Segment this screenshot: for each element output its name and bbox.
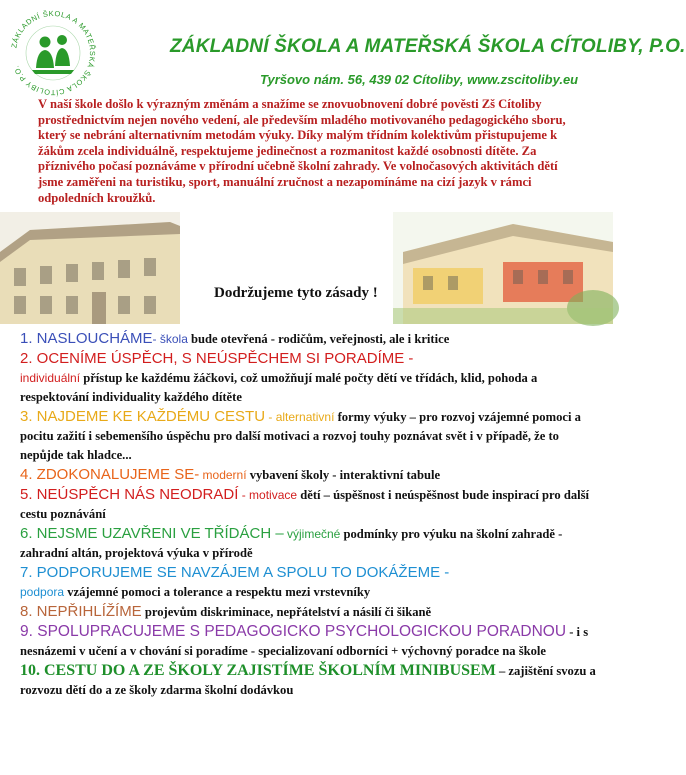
principle-keyword: moderní: [199, 468, 247, 482]
principle-text: - i s nesnázemi v učení a v chování si poradíme - specializovaní odborníci + výchovný poradce na škole: [20, 625, 589, 658]
principle-text: podmínky pro výuku na školní zahradě - zahradní altán, projektová výuka v přírodě: [20, 527, 563, 560]
principle-keyword: - škola: [152, 332, 188, 346]
svg-text:ZÁKLADNÍ ŠKOLA A MATEŘSKÁ ŠKOL: ZÁKLADNÍ ŠKOLA A MATEŘSKÁ ŠKOLA CÍTOLIBY P.O.: [9, 8, 98, 98]
principle-text: – zajištění svozu a rozvozu dětí do a ze školy zdarma školní dodávkou: [20, 664, 596, 697]
principle-heading: 7. PODPORUJEME SE NAVZÁJEM A SPOLU TO DOKÁŽEME -: [20, 564, 450, 581]
principle-item: [20, 349, 605, 407]
principle-item: [20, 622, 605, 661]
principle-text: dětí – úspěšnost i neúspěšnost bude inspirací pro další cestu poznávání: [20, 488, 590, 521]
school-building-photo: [0, 212, 180, 324]
principle-heading: 6. NEJSME UZAVŘENI VE TŘÍDÁCH –: [20, 525, 284, 542]
principle-item: [20, 329, 605, 349]
principle-heading: 8. NEPŘIHLÍŽÍME: [20, 603, 142, 620]
principle-text: přístup ke každému žáčkovi, což umožňují malé počty dětí ve třídách, klid, pohoda a respektování individuality každého dítěte: [20, 371, 538, 404]
principle-heading: 9. SPOLUPRACUJEME S PEDAGOGICKO PSYCHOLOGICKOU PORADNOU: [20, 623, 567, 640]
principle-item: [20, 563, 605, 602]
principles-list: [20, 329, 605, 700]
principle-item: [20, 524, 605, 563]
principle-heading: 10. CESTU DO A ZE ŠKOLY ZAJISTÍME ŠKOLNÍM MINIBUSEM: [20, 662, 496, 679]
intro-paragraph: V naší škole došlo k výrazným změnám a snažíme se znovuobnovení dobré pověsti Zš Cítoliby prostřednictvím nejen nového vedení, ale především mladého motivovaného pedagogického sboru, který se nebrání alternativním metodám výuky. Díky malým třídním kolektivům přistupujeme k žákům zcela individuálně, respektujeme jedinečnost a rozmanitost každé osobnosti dítěte. Za příznivého počasí poznáváme v přírodní učebně školní zahrady. Ve volnočasových aktivitách dětí jsme zaměřeni na turistiku, sport, manuální zručnost a nezapomínáme na cizí jazyk v rámci odpoledních kroužků.: [38, 97, 566, 205]
principle-heading: 1. NASLOUCHÁME: [20, 330, 153, 347]
principle-text: formy výuky – pro rozvoj vzájemné pomoci a pocitu zažití i sebemenšího úspěchu pro další motivaci a rozvoj touhy poznávat svět i v případě, že to nepůjde tak hladce...: [20, 410, 581, 462]
principle-text: projevům diskriminace, nepřátelství a násilí či šikaně: [141, 605, 432, 619]
principle-heading: 3. NAJDEME KE KAŽDÉMU CESTU: [20, 408, 266, 425]
principle-item: [20, 465, 605, 485]
principle-keyword: - motivace: [238, 488, 298, 502]
principle-item: [20, 485, 605, 524]
school-address: Tyršovo nám. 56, 439 02 Cítoliby, www.zscitoliby.eu: [260, 72, 579, 87]
principle-heading: 2. OCENÍME ÚSPĚCH, S NEÚSPĚCHEM SI PORADÍME -: [20, 350, 414, 367]
principle-heading: 4. ZDOKONALUJEME SE-: [20, 466, 200, 483]
principle-text: vybavení školy - interaktivní tabule: [246, 468, 441, 482]
principle-keyword: podpora: [20, 585, 65, 599]
kindergarten-building-photo: [393, 212, 613, 324]
school-logo: [8, 8, 98, 98]
principle-item: [20, 602, 605, 622]
principle-keyword: výjimečné: [283, 527, 341, 541]
principle-keyword: - alternativní: [265, 410, 335, 424]
principle-item: [20, 661, 605, 700]
principle-item: [20, 407, 605, 465]
school-title: ZÁKLADNÍ ŠKOLA A MATEŘSKÁ ŠKOLA CÍTOLIBY, P.O.: [170, 36, 686, 57]
principle-text: vzájemné pomoci a tolerance a respektu mezi vrstevníky: [64, 585, 371, 599]
motto-heading: Dodržujeme tyto zásady !: [214, 285, 378, 301]
principle-text: bude otevřená - rodičům, veřejnosti, ale i kritice: [187, 332, 450, 346]
principle-heading: 5. NEÚSPĚCH NÁS NEODRADÍ: [20, 486, 239, 503]
principle-keyword: individuální: [20, 371, 81, 385]
